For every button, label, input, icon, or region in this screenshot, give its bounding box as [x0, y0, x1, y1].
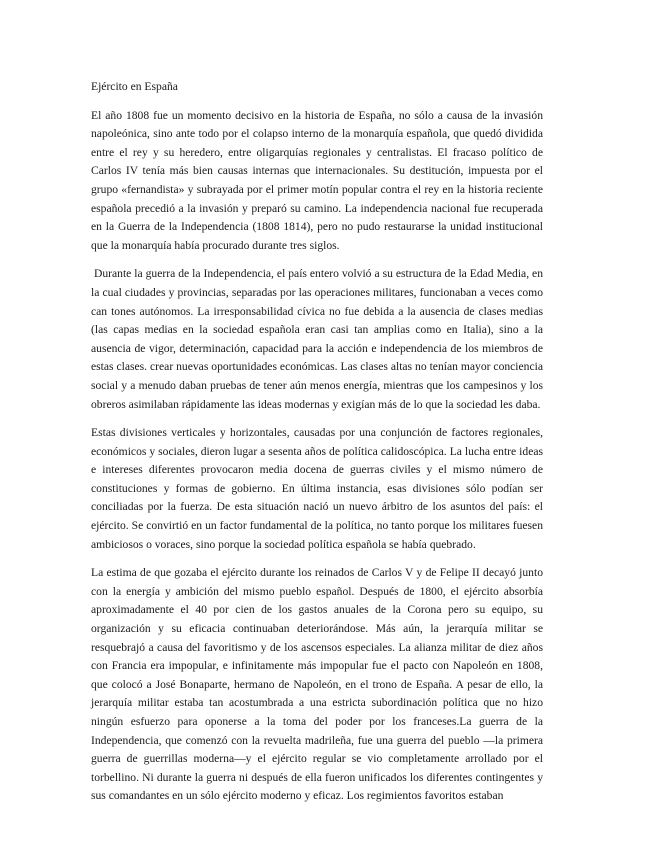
document-title: Ejército en España — [91, 80, 178, 93]
paragraph-army-esteem: La estima de que gozaba el ejército durante los reinados de Carlos V y de Felipe II decayó junto con la energía y ambición del mismo pueblo español. Después de 1800, el ejército absorbía aproximadamente el 40 por cien de los gastos anuales de la Corona pero su equipo, su organización y su eficacia continuaban deteriorándose. Más aún, la jerarquía militar se resquebrajó a causa del favoritismo y de los ascensos especiales. La alianza militar de diez años con Francia era impopular, e infinitamente más impopular fue el pacto con Napoleón en 1808, que colocó a José Bonaparte, hermano de Napoleón, en el trono de España. A pesar de ello, la jerarquía militar estaba tan acostumbrada a una estricta subordinación política que no hizo ningún esfuerzo para oponerse a la toma del poder por los franceses.La guerra de la Independencia, que comenzó con la revuelta madrileña, fue una guerra del pueblo —la primera guerra de guerrillas moderna—y el ejército regular se vio completamente arrollado por el torbellino. Ni durante la guerra ni después de ella fueron unificados los diferentes contingentes y sus comandantes en un sólo ejército moderno y eficaz. Los regimientos favoritos estaban — [91, 566, 543, 803]
paragraph-1808-turning-point: El año 1808 fue un momento decisivo en la historia de España, no sólo a causa de la invasión napoleónica, sino ante todo por el colapso interno de la monarquía española, que quedó dividida entre el rey y su heredero, entre oligarquías regionales y centralistas. El fracaso político de Carlos IV tenía más bien causas internas que internacionales. Su destitución, impuesta por el grupo «fernandista» y subrayada por el primer motín popular contra el rey en la historia reciente española precedió a la invasión y preparó su camino. La independencia nacional fue recuperada en la Guerra de la Independencia (1808 1814), pero no pudo restaurarse la unidad institucional que la monarquía había procurado durante tres siglos. — [91, 108, 543, 252]
paragraph-divisions: Estas divisiones verticales y horizontales, causadas por una conjunción de factores regionales, económicos y sociales, dieron lugar a sesenta años de política calidoscópica. La lucha entre ideas e intereses diferentes provocaron media docena de guerras civiles y el mismo número de constituciones y formas de gobierno. En última instancia, esas divisiones sólo podían ser conciliadas por la fuerza. De esta situación nació un nuevo árbitro de los asuntos del país: el ejército. Se convirtió en un factor fundamental de la política, no tanto porque los militares fuesen ambiciosos o voraces, sino porque la sociedad política española se había quebrado. — [91, 426, 543, 551]
paragraph-independence-war: Durante la guerra de la Independencia, el país entero volvió a su estructura de la Edad Media, en la cual ciudades y provincias, separadas por las operaciones militares, funcionaban a veces como can tones autónomos. La irresponsabilidad cívica no fue debida a la ausencia de clases medias (las capas medias en la sociedad española eran casi tan amplias como en Italia), sino a la ausencia de vigor, determinación, capacidad para la acción e independencia de los miembros de estas clases. crear nuevas oportunidades económicas. Las clases altas no tenían mayor conciencia social y a menudo daban pruebas de tener aún menos energía, mientras que los campesinos y los obreros asimilaban rápidamente las ideas modernas y exigían más de lo que la sociedad les daba. — [91, 267, 546, 411]
document-page — [91, 78, 546, 816]
